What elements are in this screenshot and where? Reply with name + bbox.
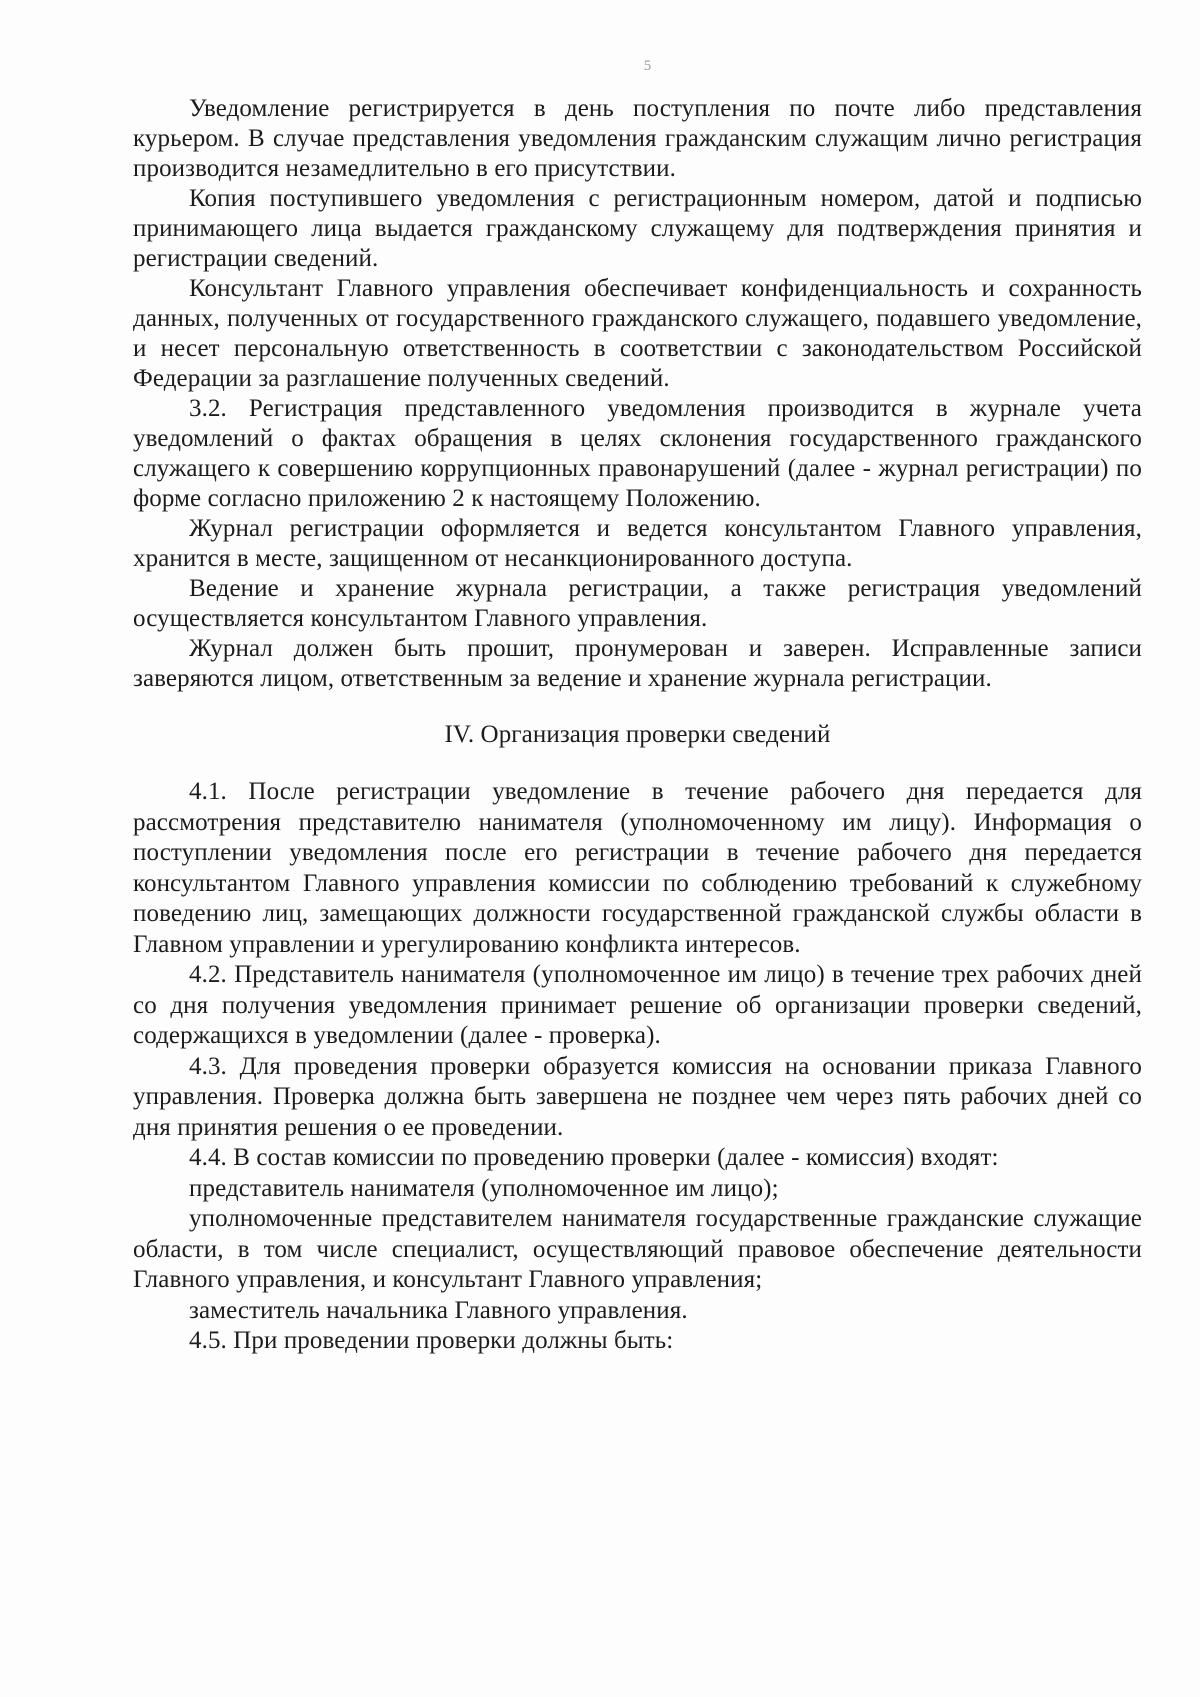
list-item: заместитель начальника Главного управления.	[189, 1296, 688, 1324]
paragraph-4-5: 4.5. При проведении проверки должны быть:	[189, 1327, 674, 1354]
list-item: представитель нанимателя (уполномоченное им лицо);	[189, 1174, 779, 1202]
section-4-heading: IV. Организация проверки сведений	[444, 721, 831, 748]
paragraph: Копия поступившего уведомления с регистрационным номером, датой и подписью принимающего лица выдается гражданскому служащему для подтверждения принятия и регистрации сведений.	[133, 185, 1142, 272]
paragraph: Ведение и хранение журнала регистрации, а также регистрация уведомлений осуществляется консультантом Главного управления.	[133, 575, 1142, 632]
paragraph-4-4: 4.4. В состав комиссии по проведению проверки (далее - комиссия) входят:	[189, 1144, 999, 1171]
paragraph-4-1: 4.1. После регистрации уведомление в течение рабочего дня передается для рассмотрения представителю нанимателя (уполномоченному им лицу). Информация о поступлении уведомления после его регистрации в течение рабочего дня передается консультантом Главного управления комиссии по соблюдению требований к служебному поведению лиц, замещающих должности государственной гражданской службы области в Главном управлении и урегулированию конфликта интересов.	[133, 778, 1142, 958]
page-number: 5	[643, 58, 652, 74]
list-item: уполномоченные представителем нанимателя государственные гражданские служащие области, в том числе специалист, осуществляющий правовое обеспечение деятельности Главного управления, и консультант Главного управления;	[133, 1205, 1142, 1293]
paragraph: Журнал регистрации оформляется и ведется консультантом Главного управления, хранится в месте, защищенном от несанкционированного доступа.	[133, 515, 1142, 572]
section-4-body	[133, 777, 1142, 1357]
paragraph: Журнал должен быть прошит, пронумерован и заверен. Исправленные записи заверяются лицом, ответственным за ведение и хранение журнала регистрации.	[133, 635, 1142, 692]
paragraph: Консультант Главного управления обеспечивает конфиденциальность и сохранность данных, полученных от государственного гражданского служащего, подавшего уведомление, и несет персональную ответственность в соответствии с законодательством Российской Федерации за разглашение полученных сведений.	[133, 275, 1142, 392]
paragraph-4-2: 4.2. Представитель нанимателя (уполномоченное им лицо) в течение трех рабочих дней со дня получения уведомления принимает решение об организации проверки сведений, содержащихся в уведомлении (далее - проверка).	[133, 961, 1142, 1049]
section-3-continued	[133, 94, 1142, 694]
paragraph-4-3: 4.3. Для проведения проверки образуется комиссия на основании приказа Главного управления. Проверка должна быть завершена не позднее чем через пять рабочих дней со дня принятия решения о ее проведении.	[133, 1052, 1142, 1141]
paragraph-3-2: 3.2. Регистрация представленного уведомления производится в журнале учета уведомлений о фактах обращения в целях склонения государственного гражданского служащего к совершению коррупционных правонарушений (далее - журнал регистрации) по форме согласно приложению 2 к настоящему Положению.	[133, 395, 1142, 512]
paragraph: Уведомление регистрируется в день поступления по почте либо представления курьером. В случае представления уведомления гражданским служащим лично регистрация производится незамедлительно в его присутствии.	[133, 95, 1142, 182]
